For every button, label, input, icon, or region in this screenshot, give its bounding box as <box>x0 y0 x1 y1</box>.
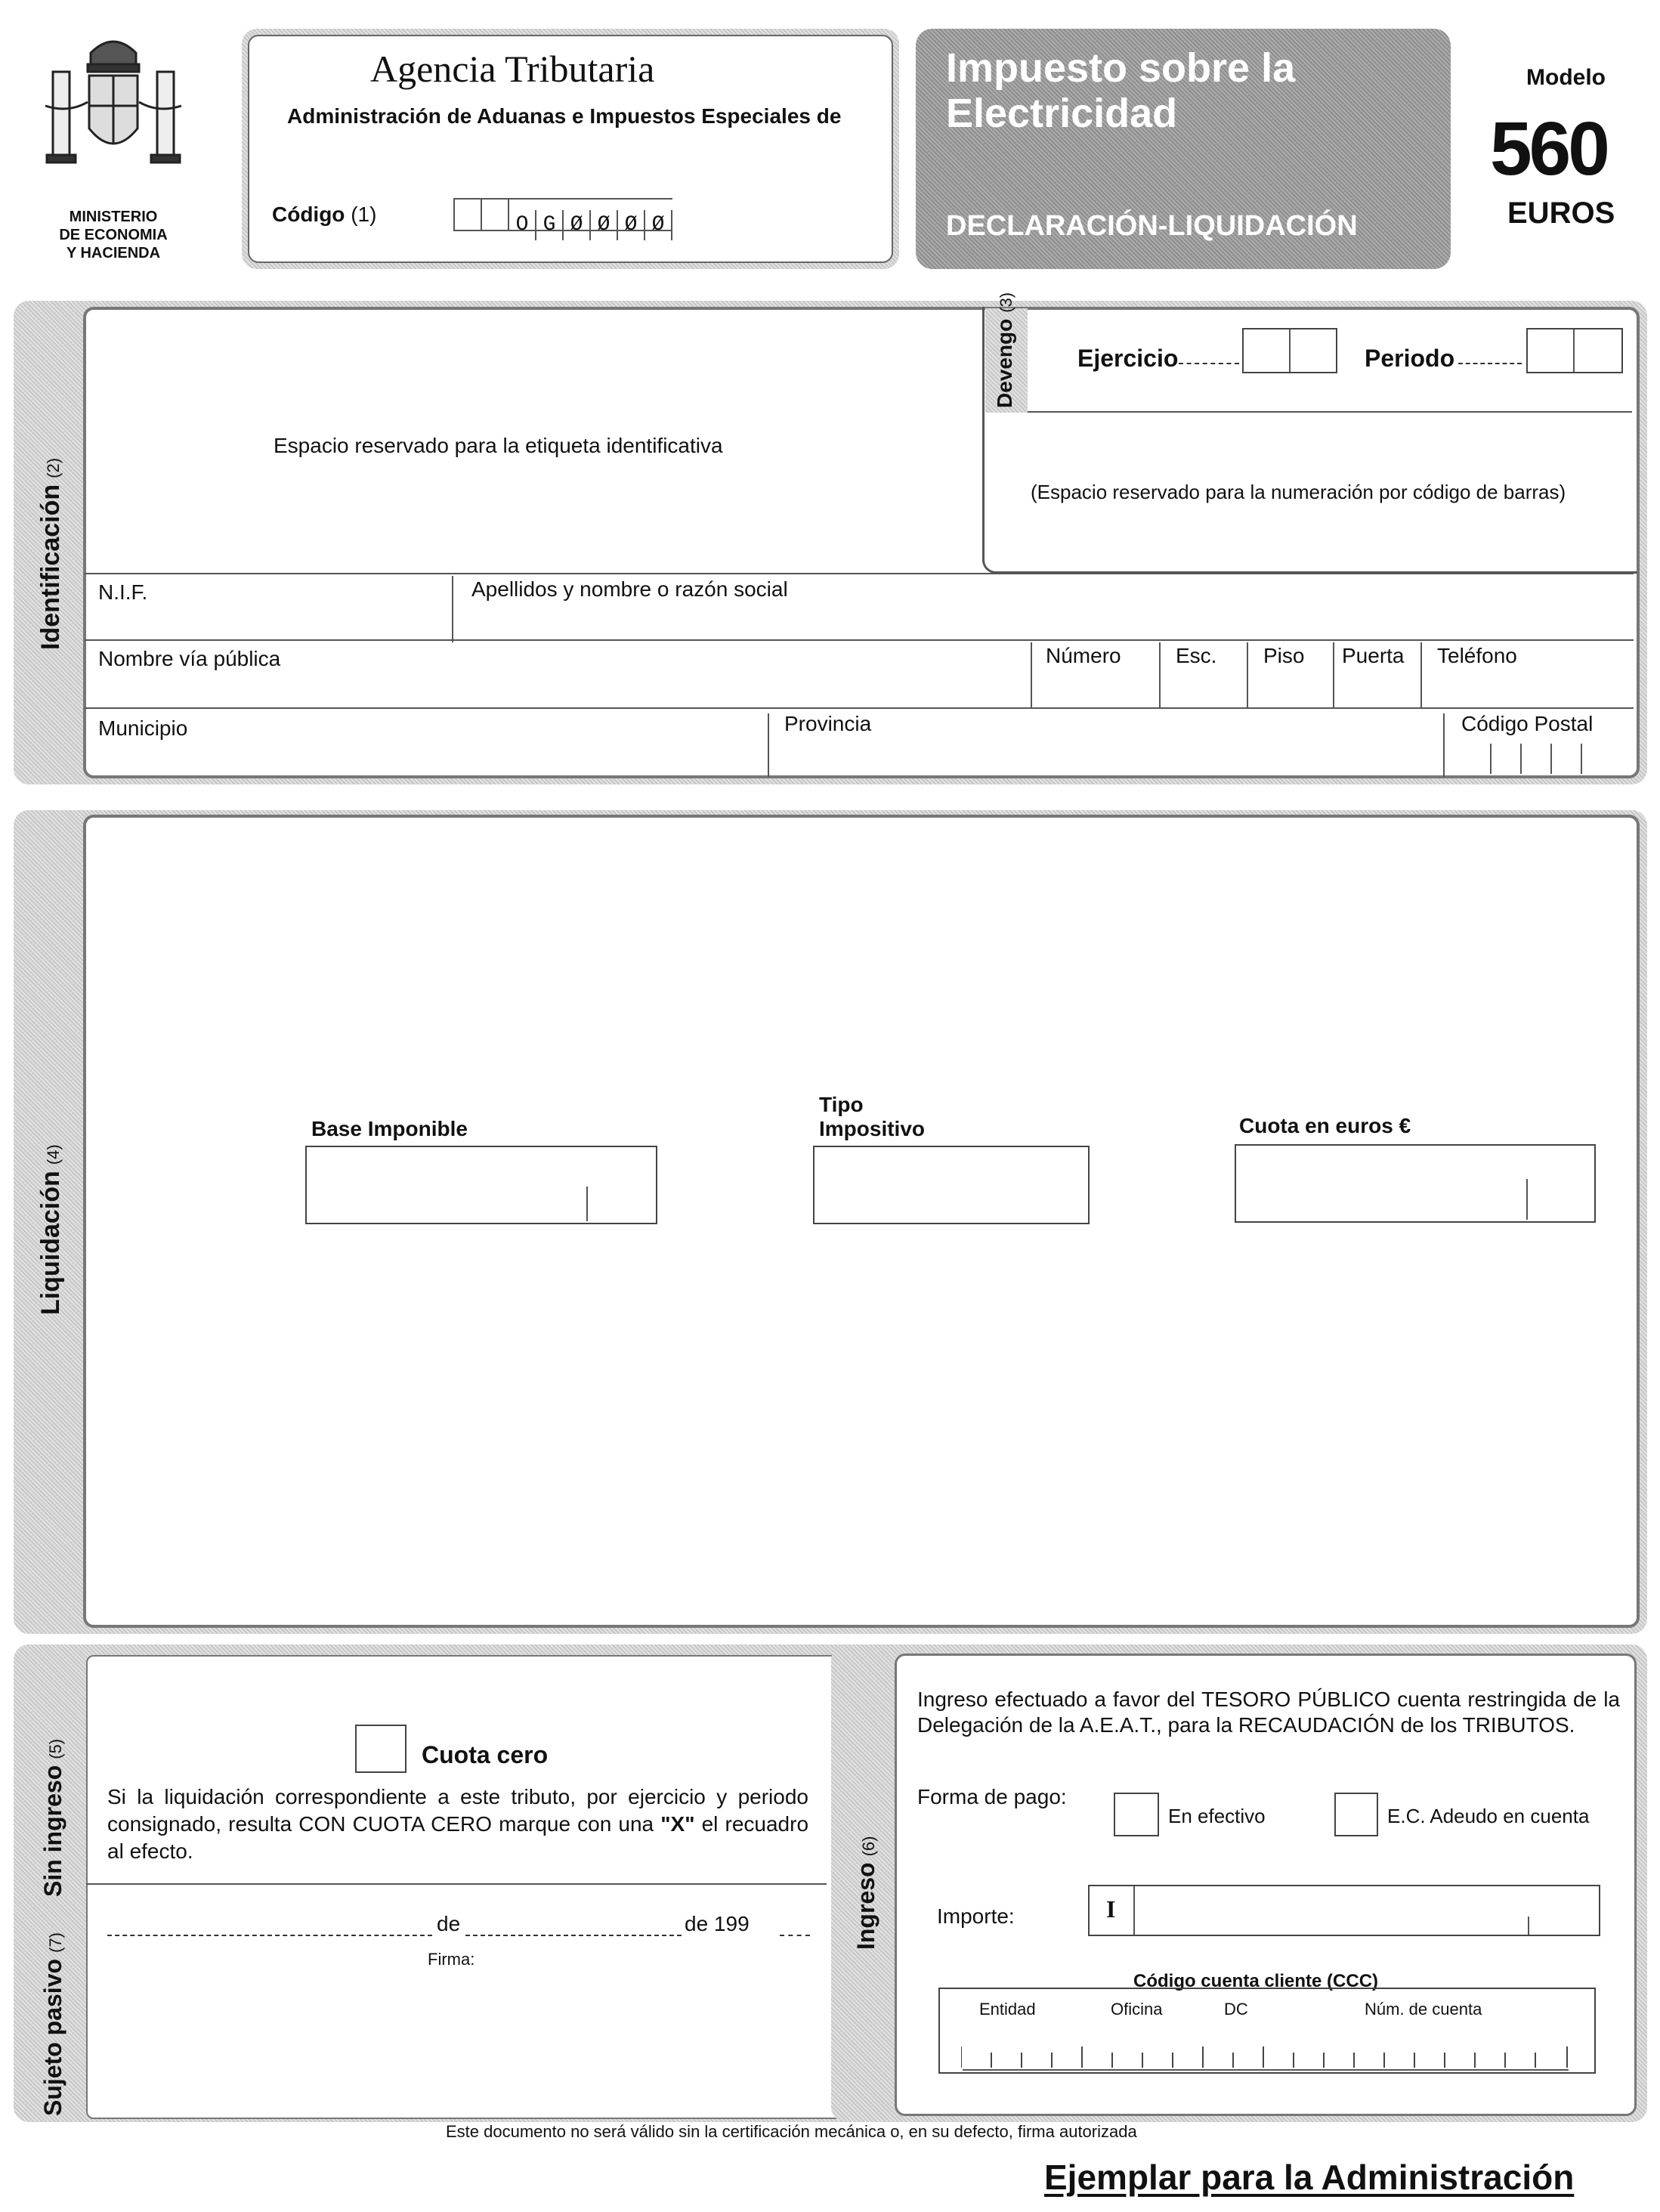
tipo-field[interactable] <box>813 1146 1090 1224</box>
tax-subtitle: DECLARACIÓN-LIQUIDACIÓN <box>946 210 1358 242</box>
code-label: Código (1) <box>272 203 377 226</box>
ingreso-text: Ingreso efectuado a favor del TESORO PÚBLICO cuenta restringida de la Delegación de la A.E.A.T., para la RECAUDACIÓN de los TRIBUTOS. <box>917 1688 1620 1737</box>
entidad-label: Entidad <box>979 2000 1036 2019</box>
cuota-label: Cuota en euros € <box>1239 1114 1411 1137</box>
provincia-label: Provincia <box>784 712 872 735</box>
ccc-digit-ticks <box>961 2036 1569 2068</box>
liquidacion-label: Liquidación(4) <box>36 1144 65 1315</box>
ministry-name: MINISTERIO DE ECONOMIA Y HACIENDA <box>59 209 168 261</box>
copy-label: Ejemplar para la Administración <box>1044 2158 1575 2197</box>
agency-box <box>242 29 899 269</box>
telefono-label: Teléfono <box>1437 644 1517 667</box>
nif-field[interactable] <box>85 574 450 641</box>
efectivo-label: En efectivo <box>1168 1805 1266 1827</box>
sin-ingreso-label: Sin ingreso(5) <box>39 1738 66 1897</box>
dc-label: DC <box>1224 2000 1248 2019</box>
cp-field[interactable] <box>1445 744 1618 775</box>
ejercicio-field[interactable] <box>1242 328 1337 373</box>
efectivo-checkbox[interactable] <box>1114 1793 1159 1836</box>
cuota-cero-label: Cuota cero <box>422 1741 549 1768</box>
adeudo-label: E.C. Adeudo en cuenta <box>1387 1805 1590 1827</box>
firma-label: Firma: <box>428 1950 475 1969</box>
ejercicio-label: Ejercicio <box>1077 345 1179 372</box>
periodo-field[interactable] <box>1526 328 1623 373</box>
adeudo-checkbox[interactable] <box>1334 1793 1378 1836</box>
cuota-field[interactable] <box>1235 1144 1596 1223</box>
footer-note: Este documento no será válido sin la certificación mecánica o, en su defecto, firma autorizada <box>446 2122 1137 2141</box>
date-de-2: de 199 <box>685 1912 750 1935</box>
puerta-label: Puerta <box>1342 644 1405 667</box>
tax-title: Impuesto sobre la Electricidad <box>946 45 1296 136</box>
municipio-label: Municipio <box>98 716 188 740</box>
name-field[interactable] <box>455 574 1634 641</box>
model-label: Modelo <box>1526 65 1606 90</box>
oficina-label: Oficina <box>1111 2000 1163 2019</box>
devengo-label: Devengo(3) <box>993 292 1016 408</box>
barcode-space-text: (Espacio reservado para la numeración por código de barras) <box>1031 481 1566 503</box>
agency-title: Agencia Tributaria <box>370 48 655 90</box>
cp-label: Código Postal <box>1461 712 1594 735</box>
periodo-label: Periodo <box>1365 345 1455 372</box>
agency-subtitle: Administración de Aduanas e Impuestos Especiales de <box>287 104 842 128</box>
esc-label: Esc. <box>1176 644 1217 667</box>
piso-label: Piso <box>1263 644 1305 667</box>
tipo-label: Tipo Impositivo <box>819 1093 926 1140</box>
name-label: Apellidos y nombre o razón social <box>471 577 788 601</box>
ccc-title: Código cuenta cliente (CCC) <box>1133 1971 1379 1991</box>
importe-field[interactable] <box>1088 1885 1600 1936</box>
ingreso-label: Ingreso(6) <box>852 1836 879 1950</box>
model-number: 560 <box>1490 107 1607 191</box>
provincia-field[interactable] <box>769 709 1442 777</box>
base-field[interactable] <box>305 1146 657 1224</box>
number-label: Número <box>1046 644 1121 667</box>
identificacion-label: Identificación(2) <box>36 457 65 650</box>
street-label: Nombre vía pública <box>98 647 281 670</box>
code-field[interactable]: O G Ø Ø Ø Ø <box>453 198 672 231</box>
sujeto-pasivo-label: Sujeto pasivo(7) <box>39 1932 66 2116</box>
street-field[interactable] <box>85 641 1029 707</box>
label-space-text: Espacio reservado para la etiqueta identificativa <box>274 434 723 457</box>
signature-area[interactable] <box>107 1972 810 2101</box>
date-line-place[interactable] <box>107 1935 432 1936</box>
currency-label: EUROS <box>1507 196 1615 230</box>
importe-prefix: I <box>1106 1895 1116 1923</box>
coat-of-arms-logo <box>38 30 189 196</box>
date-line-month[interactable] <box>465 1935 682 1936</box>
tax-title-box <box>916 29 1451 269</box>
municipio-field[interactable] <box>85 709 768 777</box>
cuenta-label: Núm. de cuenta <box>1365 2000 1482 2019</box>
nif-label: N.I.F. <box>98 580 148 604</box>
forma-pago-label: Forma de pago: <box>917 1785 1067 1808</box>
importe-label: Importe: <box>937 1904 1015 1928</box>
cuota-cero-checkbox[interactable] <box>355 1725 406 1773</box>
date-de-1: de <box>437 1912 461 1935</box>
base-label: Base Imponible <box>311 1117 468 1140</box>
date-line-year[interactable] <box>780 1935 810 1936</box>
sin-ingreso-text: Si la liquidación correspondiente a este tributo, por ejercicio y periodo consignado, resulta CON CUOTA CERO marque con una "X" el recuadro al efecto. <box>107 1785 809 1863</box>
